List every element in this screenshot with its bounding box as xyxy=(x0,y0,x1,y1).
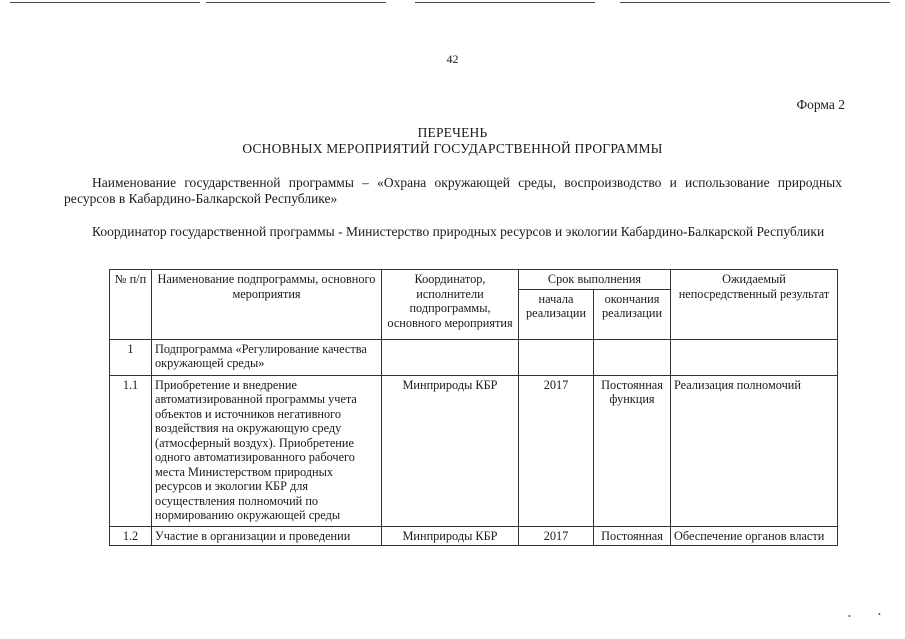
row-coordinator: Минприроды КБР xyxy=(382,375,519,526)
header-name: Наименование подпрограммы, основного мероприятия xyxy=(152,270,382,340)
table-row xyxy=(110,339,838,375)
row-result: Реализация полномочий xyxy=(671,375,838,526)
table-row xyxy=(110,526,838,546)
table-header-row xyxy=(110,270,838,290)
page-number: 42 xyxy=(446,52,459,66)
row-start: 2017 xyxy=(519,526,594,546)
header-coordinator: Координатор, исполнители подпрограммы, основного мероприятия xyxy=(382,270,519,340)
row-end: Постоянная xyxy=(594,526,671,546)
row-end: Постоянная функция xyxy=(594,375,671,526)
header-end: окончания реализации xyxy=(594,289,671,339)
row-start: 2017 xyxy=(519,375,594,526)
scan-speck: • xyxy=(848,612,851,621)
document-title-line1: ПЕРЕЧЕНЬ xyxy=(417,125,488,140)
row-num: 1.2 xyxy=(110,526,152,546)
top-scan-line-left xyxy=(10,2,200,3)
row-start xyxy=(519,339,594,375)
header-num: № п/п xyxy=(110,270,152,340)
coordinator-paragraph: Координатор государственной программы - Министерство природных ресурсов и экологии Кабардино-Балкарской Республики xyxy=(92,224,825,239)
row-name: Участие в организации и проведении xyxy=(152,526,382,546)
top-scan-line-right xyxy=(620,2,890,3)
activities-table xyxy=(109,269,838,546)
table-row xyxy=(110,375,838,526)
program-name-paragraph: Наименование государственной программы – «Охрана окружающей среды, воспроизводство и использование природных ресурсов в Кабардино-Балкарской Республике» xyxy=(64,175,842,206)
form-label: Форма 2 xyxy=(796,97,845,112)
row-num: 1.1 xyxy=(110,375,152,526)
header-start: начала реализации xyxy=(519,289,594,339)
document-title-line2: ОСНОВНЫХ МЕРОПРИЯТИЙ ГОСУДАРСТВЕННОЙ ПРОГРАММЫ xyxy=(242,141,663,156)
row-name: Приобретение и внедрение автоматизированной программы учета объектов и источников негативного воздействия на окружающую среду (атмосферный воздух). Приобретение одного автоматизированного рабочего места Министерством природных ресурсов и экологии КБР для осуществления полномочий по нормированию окружающей среды xyxy=(152,375,382,526)
row-result: Обеспечение органов власти xyxy=(671,526,838,546)
top-scan-line-mid1 xyxy=(206,2,386,3)
row-name: Подпрограмма «Регулирование качества окружающей среды» xyxy=(152,339,382,375)
top-scan-line-mid2 xyxy=(415,2,595,3)
row-end xyxy=(594,339,671,375)
row-result xyxy=(671,339,838,375)
row-coordinator xyxy=(382,339,519,375)
row-coordinator: Минприроды КБР xyxy=(382,526,519,546)
header-result: Ожидаемый непосредственный результат xyxy=(671,270,838,340)
scan-speck: • xyxy=(878,610,881,619)
row-num: 1 xyxy=(110,339,152,375)
header-period: Срок выполнения xyxy=(519,270,671,290)
